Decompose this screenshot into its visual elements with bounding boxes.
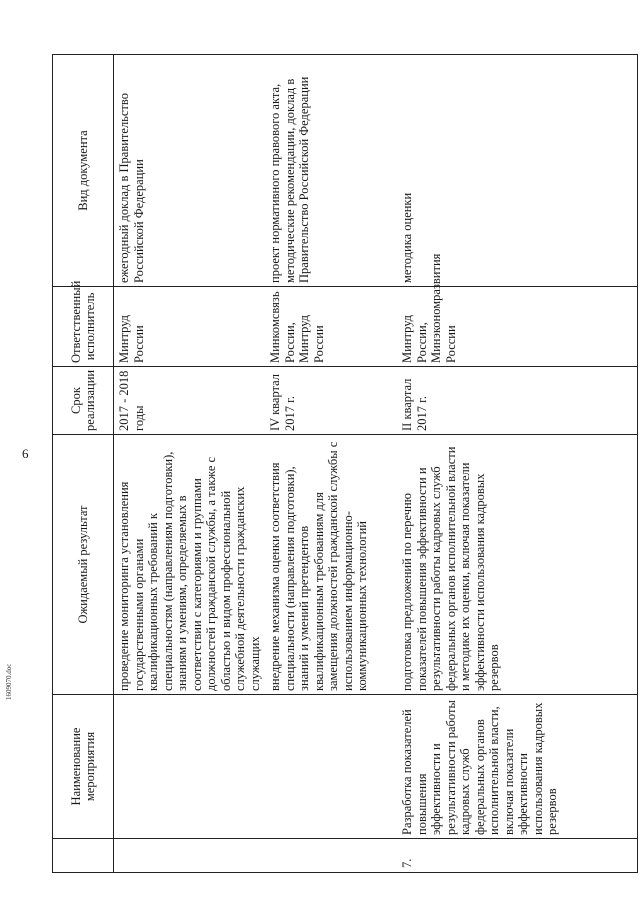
header-term: Срок реализации xyxy=(53,367,114,435)
row-document: ежегодный доклад в Правительство Российской Федерации xyxy=(114,55,266,287)
rotated-table-container xyxy=(52,55,603,873)
row-result: проведение мониторинга установления государственными органами квалификационных требований к специальностям (направлениям подготовки), знаниям и умениям, определяемых в соответствии с категориями и группами должностей гражданской службы, а также с областью и видом профессиональной служебной деятельности гражданских служащих xyxy=(114,435,266,695)
header-result: Ожидаемый результат xyxy=(53,435,114,695)
table-row xyxy=(114,55,266,873)
row-name: Разработка показателей повышения эффективности и результативности работы кадровых служб федеральных органов исполнительной власти, включая показатели эффективности использования кадровых резервов xyxy=(397,695,638,839)
table-header-row xyxy=(53,55,114,873)
row-number xyxy=(114,839,266,873)
footer-filename: 1609070.doc xyxy=(5,663,13,700)
header-name: Наименование мероприятия xyxy=(53,695,114,839)
row-term: IV квартал 2017 г. xyxy=(265,367,397,435)
row-result: внедрение механизма оценки соответствия специальности (направления подготовки), знаний и умений претендентов квалификационным требованиям для замещения должностей гражданской службы с использованием информационно-коммуникационных технологий xyxy=(265,435,397,695)
row-number xyxy=(265,839,397,873)
page-number: 6 xyxy=(22,446,29,461)
action-plan-table xyxy=(52,54,638,873)
row-responsible: Минтруд России xyxy=(114,287,266,367)
header-responsible: Ответственный исполнитель xyxy=(53,287,114,367)
row-name xyxy=(265,695,397,839)
header-number xyxy=(53,839,114,873)
row-number: 7. xyxy=(397,839,638,873)
row-responsible: Минтруд России, Минэкономразвития России xyxy=(397,287,638,367)
row-document: методика оценки xyxy=(397,55,638,287)
table-row xyxy=(265,55,397,873)
table-row xyxy=(397,55,638,873)
header-document: Вид документа xyxy=(53,55,114,287)
row-responsible: Минкомсвязь России, Минтруд России xyxy=(265,287,397,367)
row-term: 2017 - 2018 годы xyxy=(114,367,266,435)
row-term: II квартал 2017 г. xyxy=(397,367,638,435)
row-name xyxy=(114,695,266,839)
row-document: проект нормативного правового акта, методические рекомендации, доклад в Правительство Российской Федерации xyxy=(265,55,397,287)
row-result: подготовка предложений по перечню показателей повышения эффективности и результативности работы кадровых служб федеральных органов исполнительной власти и методике их оценки, включая показатели эффективности использования кадровых резервов xyxy=(397,435,638,695)
